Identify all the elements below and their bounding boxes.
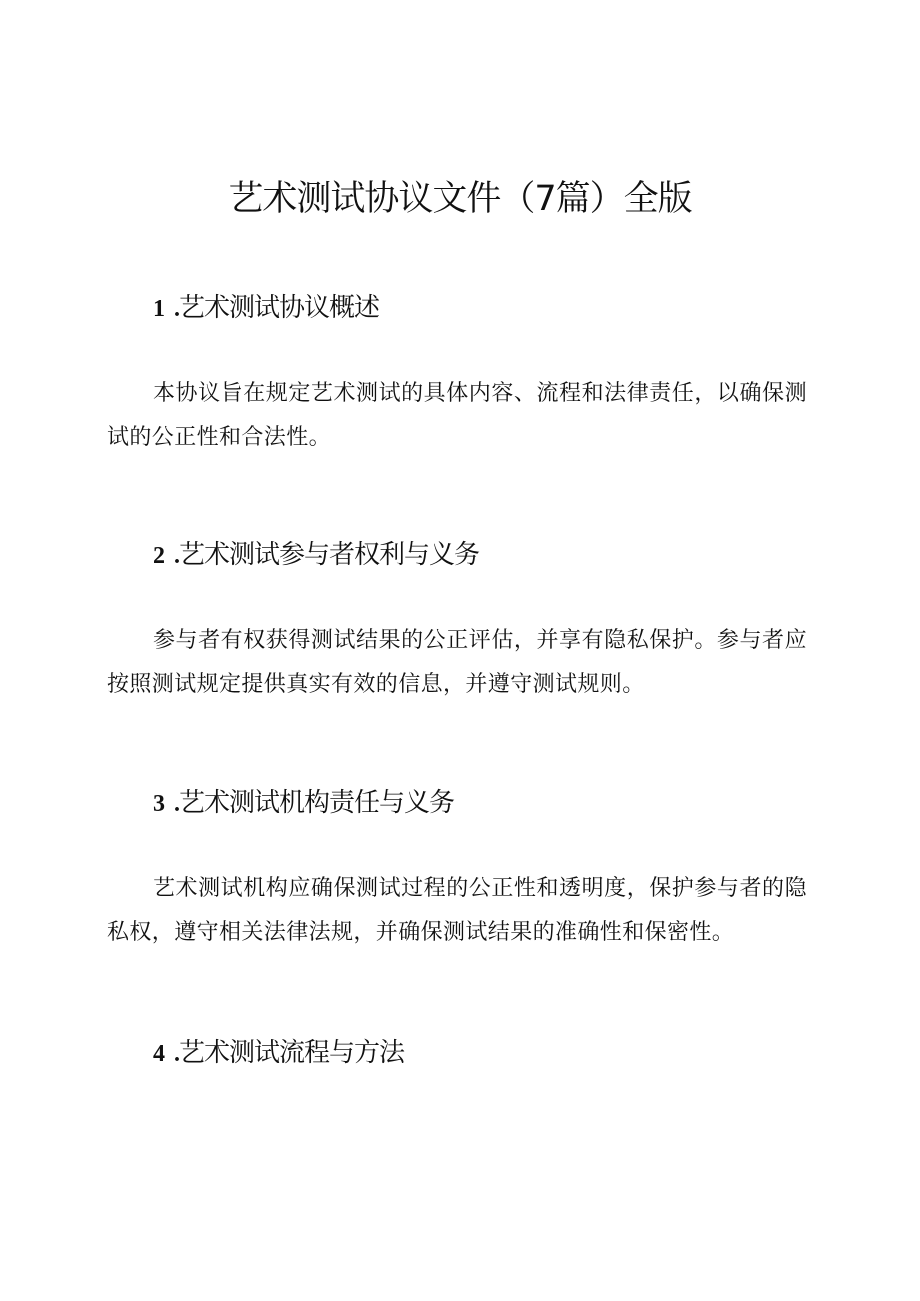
section-heading (153, 785, 454, 822)
section-number: 3 (153, 791, 164, 817)
section-body: 艺术测试机构应确保测试过程的公正性和透明度，保护参与者的隐私权，遵守相关法律法规，并确保测试结果的准确性和保密性。 (107, 876, 807, 945)
section-separator: . (174, 543, 179, 569)
section-body: 参与者有权获得测试结果的公正评估，并享有隐私保护。参与者应按照测试规定提供真实有效的信息，并遵守测试规则。 (107, 628, 807, 697)
section-separator: . (174, 296, 179, 322)
section-heading (153, 290, 379, 327)
section-number: 4 (153, 1041, 164, 1067)
section-number: 1 (153, 296, 164, 322)
document-title: 艺术测试协议文件（7篇）全版 (228, 179, 692, 219)
section-separator: . (174, 1041, 179, 1067)
section-heading (153, 537, 479, 574)
section-separator: . (174, 791, 179, 817)
section-heading-text: 艺术测试机构责任与义务 (179, 788, 455, 818)
section-heading-text: 艺术测试参与者权利与义务 (179, 540, 480, 570)
section-heading-text: 艺术测试流程与方法 (179, 1038, 405, 1068)
section-heading-text: 艺术测试协议概述 (179, 293, 380, 323)
section-body: 本协议旨在规定艺术测试的具体内容、流程和法律责任，以确保测试的公正性和合法性。 (107, 381, 807, 450)
section-heading (153, 1035, 404, 1072)
section-number: 2 (153, 543, 164, 569)
